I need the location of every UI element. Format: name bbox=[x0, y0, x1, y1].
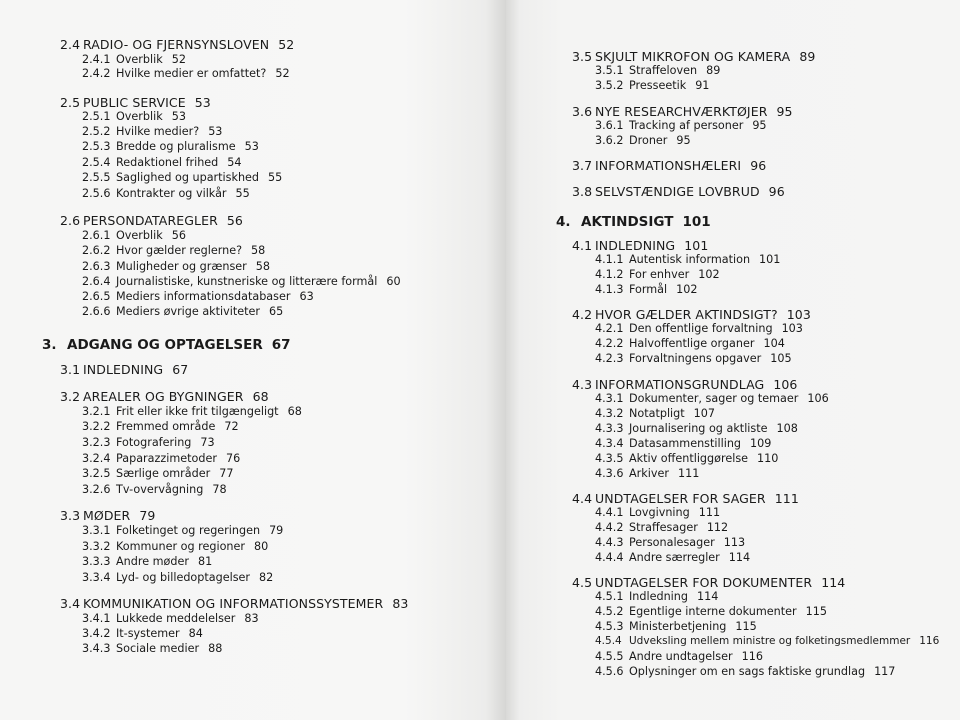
subsection-title: Den offentlige forvaltning bbox=[629, 322, 773, 335]
toc-subsection bbox=[82, 244, 265, 257]
page-number: 110 bbox=[757, 452, 779, 465]
toc-subsection bbox=[82, 53, 186, 66]
page-number: 77 bbox=[219, 467, 234, 480]
page-number: 63 bbox=[299, 290, 314, 303]
toc-section bbox=[572, 377, 798, 392]
page-number: 81 bbox=[197, 555, 213, 568]
subsection-title: Andre særregler bbox=[629, 551, 720, 564]
section-title: AREALER OG BYGNINGER bbox=[83, 389, 244, 404]
toc-subsection bbox=[82, 140, 259, 153]
page-number: 102 bbox=[676, 283, 698, 296]
subsection-number: 3.3.4 bbox=[82, 571, 111, 584]
page-number: 84 bbox=[188, 627, 203, 640]
subsection-title: Fotografering bbox=[116, 436, 192, 449]
page-number: 52 bbox=[278, 37, 295, 52]
subsection-title: Aktiv offentliggørelse bbox=[629, 452, 749, 465]
subsection-title: Mediers informationsdatabaser bbox=[116, 290, 291, 303]
toc-subsection bbox=[82, 483, 227, 496]
subsection-number: 4.5.6 bbox=[595, 665, 624, 678]
subsection-title: Kontrakter og vilkår bbox=[116, 187, 227, 200]
toc-subsection bbox=[82, 275, 401, 288]
subsection-number: 4.4.1 bbox=[595, 506, 624, 519]
subsection-number: 3.4.2 bbox=[82, 627, 111, 640]
toc-subsection bbox=[595, 352, 792, 365]
subsection-title: Paparazzimetoder bbox=[116, 452, 217, 465]
subsection-number: 3.3.3 bbox=[82, 555, 111, 568]
toc-subsection bbox=[595, 283, 698, 296]
subsection-number: 3.2.1 bbox=[82, 405, 111, 418]
subsection-title: Forvaltningens opgaver bbox=[629, 352, 762, 365]
subsection-number: 2.6.3 bbox=[82, 260, 111, 273]
subsection-title: Tracking af personer bbox=[629, 119, 744, 132]
subsection-number: 4.5.1 bbox=[595, 590, 624, 603]
toc-subsection bbox=[595, 551, 750, 564]
toc-subsection bbox=[82, 436, 215, 449]
page-number: 53 bbox=[244, 140, 259, 153]
toc-subsection bbox=[595, 506, 720, 519]
toc-subsection bbox=[595, 392, 829, 405]
toc-subsection bbox=[82, 420, 239, 433]
page-number: 76 bbox=[225, 452, 241, 465]
section-number: 3.4 bbox=[60, 596, 81, 611]
section-number: 4.3 bbox=[572, 377, 593, 392]
toc-subsection bbox=[595, 521, 728, 534]
toc-subsection bbox=[82, 305, 283, 318]
toc-subsection bbox=[595, 407, 715, 420]
section-title: PUBLIC SERVICE bbox=[83, 95, 186, 110]
subsection-title: Kommuner og regioner bbox=[116, 540, 246, 553]
page-number: 53 bbox=[194, 95, 211, 110]
subsection-number: 2.6.2 bbox=[82, 244, 111, 257]
toc-right bbox=[506, 0, 960, 720]
toc-chapter bbox=[556, 214, 711, 230]
page-number: 52 bbox=[275, 67, 290, 80]
page-number: 83 bbox=[392, 596, 409, 611]
toc-subsection bbox=[82, 187, 250, 200]
toc-section bbox=[60, 389, 269, 404]
subsection-number: 2.5.5 bbox=[82, 171, 111, 184]
page-number: 95 bbox=[752, 119, 767, 132]
section-title: HVOR GÆLDER AKTINDSIGT? bbox=[595, 307, 778, 322]
subsection-title: Hvor gælder reglerne? bbox=[116, 244, 243, 257]
toc-subsection bbox=[595, 119, 767, 132]
subsection-number: 4.2.3 bbox=[595, 352, 624, 365]
subsection-number: 3.2.3 bbox=[82, 436, 111, 449]
toc-subsection bbox=[82, 67, 290, 80]
toc-subsection bbox=[82, 524, 283, 537]
subsection-number: 3.2.5 bbox=[82, 467, 111, 480]
subsection-number: 4.5.4 bbox=[595, 635, 622, 647]
page-number: 58 bbox=[251, 244, 266, 257]
page-number: 103 bbox=[781, 322, 803, 335]
page-number: 53 bbox=[208, 125, 223, 138]
section-number: 4.1 bbox=[572, 238, 593, 253]
toc-subsection bbox=[595, 650, 763, 663]
subsection-title: Saglighed og upartiskhed bbox=[116, 171, 260, 184]
page-number: 79 bbox=[269, 524, 284, 537]
subsection-title: Lukkede meddelelser bbox=[116, 612, 236, 625]
page-number: 58 bbox=[255, 260, 271, 273]
chapter-number: 3. bbox=[42, 337, 57, 353]
page-number: 80 bbox=[254, 540, 269, 553]
toc-subsection bbox=[595, 134, 691, 147]
subsection-number: 2.5.1 bbox=[82, 110, 111, 123]
page-number: 95 bbox=[676, 134, 691, 147]
page-number: 55 bbox=[235, 187, 250, 200]
toc-subsection bbox=[595, 452, 778, 465]
subsection-title: Autentisk information bbox=[629, 253, 751, 266]
toc-section bbox=[60, 362, 188, 377]
page-number: 68 bbox=[287, 405, 302, 418]
subsection-title: Overblik bbox=[116, 110, 163, 123]
subsection-title: Indledning bbox=[629, 590, 688, 603]
section-title: KOMMUNIKATION OG INFORMATIONSSYSTEMER bbox=[83, 596, 384, 611]
subsection-number: 3.3.2 bbox=[82, 540, 111, 553]
subsection-number: 4.4.2 bbox=[595, 521, 624, 534]
subsection-title: Fremmed område bbox=[116, 420, 216, 433]
toc-subsection bbox=[595, 322, 803, 335]
toc-subsection bbox=[82, 290, 314, 303]
subsection-title: Formål bbox=[629, 283, 668, 296]
toc-subsection bbox=[595, 437, 771, 450]
page-number: 55 bbox=[268, 171, 283, 184]
toc-chapter bbox=[42, 337, 291, 353]
subsection-title: Udveksling mellem ministre og folketingsmedlemmer bbox=[629, 635, 911, 647]
section-title: INFORMATIONSGRUNDLAG bbox=[595, 377, 765, 392]
toc-subsection bbox=[595, 64, 720, 77]
subsection-title: Særlige områder bbox=[116, 467, 211, 480]
page-number: 53 bbox=[171, 110, 186, 123]
toc-subsection bbox=[595, 337, 785, 350]
subsection-number: 4.3.5 bbox=[595, 452, 624, 465]
subsection-title: Redaktionel frihed bbox=[116, 156, 219, 169]
subsection-number: 3.6.1 bbox=[595, 119, 624, 132]
toc-subsection bbox=[595, 536, 745, 549]
section-number: 3.1 bbox=[60, 362, 81, 377]
subsection-number: 3.4.1 bbox=[82, 612, 111, 625]
subsection-number: 3.5.1 bbox=[595, 64, 624, 77]
toc-section bbox=[60, 95, 211, 110]
toc-section bbox=[572, 491, 799, 506]
page-number: 96 bbox=[750, 158, 767, 173]
page-number: 117 bbox=[874, 665, 896, 678]
subsection-title: Journalisering og aktliste bbox=[629, 422, 768, 435]
toc-subsection bbox=[595, 422, 798, 435]
page-number: 113 bbox=[723, 536, 746, 549]
page-number: 114 bbox=[821, 575, 846, 590]
toc-subsection bbox=[82, 405, 302, 418]
section-number: 4.4 bbox=[572, 491, 593, 506]
subsection-title: Arkiver bbox=[629, 467, 669, 480]
subsection-title: Mediers øvrige aktiviteter bbox=[116, 305, 261, 318]
page-number: 105 bbox=[770, 352, 792, 365]
page-number: 68 bbox=[252, 389, 269, 404]
toc-subsection bbox=[82, 612, 259, 625]
toc-subsection bbox=[595, 467, 699, 480]
subsection-number: 4.1.3 bbox=[595, 283, 624, 296]
toc-section bbox=[60, 596, 408, 611]
subsection-title: Overblik bbox=[116, 53, 163, 66]
page-number: 114 bbox=[728, 551, 751, 564]
subsection-number: 4.1.1 bbox=[595, 253, 624, 266]
subsection-number: 4.3.4 bbox=[595, 437, 624, 450]
page-number: 54 bbox=[227, 156, 242, 169]
toc-subsection bbox=[595, 79, 709, 92]
subsection-number: 3.2.4 bbox=[82, 452, 111, 465]
toc-subsection bbox=[82, 627, 203, 640]
subsection-title: Tv-overvågning bbox=[116, 483, 204, 496]
subsection-title: Notatpligt bbox=[629, 407, 685, 420]
toc-subsection bbox=[82, 452, 240, 465]
toc-subsection bbox=[595, 590, 718, 603]
subsection-number: 3.2.6 bbox=[82, 483, 111, 496]
page-number: 89 bbox=[706, 64, 721, 77]
toc-section bbox=[572, 184, 785, 199]
subsection-title: Lovgivning bbox=[629, 506, 690, 519]
subsection-number: 4.4.3 bbox=[595, 536, 624, 549]
page-number: 65 bbox=[269, 305, 284, 318]
page-number: 96 bbox=[768, 184, 785, 199]
subsection-number: 2.4.1 bbox=[82, 53, 111, 66]
toc-section bbox=[60, 213, 243, 228]
subsection-title: Personalesager bbox=[629, 536, 715, 549]
page-number: 72 bbox=[224, 420, 239, 433]
section-number: 4.2 bbox=[572, 307, 593, 322]
toc-subsection bbox=[82, 171, 282, 184]
page-number: 82 bbox=[259, 571, 274, 584]
subsection-number: 4.3.2 bbox=[595, 407, 624, 420]
toc-subsection bbox=[82, 125, 222, 138]
subsection-number: 2.6.5 bbox=[82, 290, 111, 303]
subsection-number: 4.2.2 bbox=[595, 337, 624, 350]
toc-subsection bbox=[82, 642, 222, 655]
toc-section bbox=[572, 158, 766, 173]
subsection-number: 4.1.2 bbox=[595, 268, 624, 281]
chapter-title: AKTINDSIGT bbox=[581, 214, 674, 230]
subsection-title: Frit eller ikke frit tilgængeligt bbox=[116, 405, 279, 418]
toc-section bbox=[60, 37, 294, 52]
section-number: 2.5 bbox=[60, 95, 81, 110]
subsection-number: 4.5.5 bbox=[595, 650, 624, 663]
toc-subsection bbox=[82, 156, 242, 169]
section-title: INDLEDNING bbox=[595, 238, 676, 253]
page-number: 52 bbox=[171, 53, 186, 66]
page-number: 106 bbox=[807, 392, 829, 405]
subsection-title: Hvilke medier er omfattet? bbox=[116, 67, 267, 80]
page-number: 101 bbox=[684, 238, 709, 253]
subsection-title: Ministerbetjening bbox=[629, 620, 727, 633]
subsection-number: 2.6.6 bbox=[82, 305, 111, 318]
toc-section bbox=[572, 575, 845, 590]
chapter-title: ADGANG OG OPTAGELSER bbox=[67, 337, 263, 353]
toc-subsection bbox=[595, 665, 895, 678]
page-number: 88 bbox=[208, 642, 223, 655]
page-number: 116 bbox=[919, 635, 940, 647]
section-number: 3.3 bbox=[60, 508, 81, 523]
page-number: 101 bbox=[759, 253, 781, 266]
subsection-number: 4.5.3 bbox=[595, 620, 624, 633]
toc-section bbox=[572, 49, 815, 64]
subsection-title: Sociale medier bbox=[116, 642, 200, 655]
subsection-title: Straffesager bbox=[629, 521, 698, 534]
subsection-title: Muligheder og grænser bbox=[116, 260, 247, 273]
subsection-title: Droner bbox=[629, 134, 668, 147]
section-title: RADIO- OG FJERNSYNSLOVEN bbox=[83, 37, 270, 52]
section-number: 2.4 bbox=[60, 37, 81, 52]
toc-subsection bbox=[595, 605, 827, 618]
section-title: UNDTAGELSER FOR DOKUMENTER bbox=[595, 575, 813, 590]
subsection-title: Journalistiske, kunstneriske og litterære formål bbox=[116, 275, 378, 288]
page-number: 102 bbox=[698, 268, 720, 281]
page-number: 91 bbox=[695, 79, 710, 92]
page-number: 67 bbox=[172, 362, 189, 377]
subsection-title: Egentlige interne dokumenter bbox=[629, 605, 797, 618]
page-number: 107 bbox=[693, 407, 716, 420]
page-number: 112 bbox=[706, 521, 729, 534]
page-number: 109 bbox=[750, 437, 772, 450]
section-title: INDLEDNING bbox=[83, 362, 164, 377]
subsection-number: 3.5.2 bbox=[595, 79, 624, 92]
page-number: 111 bbox=[677, 467, 700, 480]
page-number: 101 bbox=[682, 214, 711, 230]
subsection-number: 4.2.1 bbox=[595, 322, 624, 335]
section-title: PERSONDATAREGLER bbox=[83, 213, 218, 228]
subsection-number: 2.6.1 bbox=[82, 229, 111, 242]
subsection-number: 4.3.6 bbox=[595, 467, 624, 480]
chapter-number: 4. bbox=[556, 214, 571, 230]
section-number: 3.5 bbox=[572, 49, 593, 64]
subsection-title: Presseetik bbox=[629, 79, 687, 92]
right-page bbox=[506, 0, 960, 720]
toc-subsection bbox=[595, 620, 757, 633]
page-number: 67 bbox=[271, 337, 291, 353]
subsection-title: Dokumenter, sager og temaer bbox=[629, 392, 799, 405]
section-title: SKJULT MIKROFON OG KAMERA bbox=[595, 49, 791, 64]
subsection-number: 3.4.3 bbox=[82, 642, 111, 655]
subsection-title: Straffeloven bbox=[629, 64, 698, 77]
page-number: 114 bbox=[696, 590, 719, 603]
subsection-number: 2.4.2 bbox=[82, 67, 111, 80]
toc-section bbox=[572, 307, 811, 322]
page-number: 111 bbox=[774, 491, 799, 506]
section-number: 3.7 bbox=[572, 158, 593, 173]
subsection-number: 4.3.3 bbox=[595, 422, 624, 435]
section-number: 4.5 bbox=[572, 575, 593, 590]
section-number: 3.6 bbox=[572, 104, 593, 119]
subsection-title: Andre undtagelser bbox=[629, 650, 733, 663]
section-title: MØDER bbox=[83, 508, 131, 523]
page-number: 111 bbox=[698, 506, 721, 519]
toc-subsection bbox=[82, 110, 186, 123]
toc-subsection bbox=[82, 260, 270, 273]
toc-subsection bbox=[595, 253, 780, 266]
page-number: 56 bbox=[226, 213, 243, 228]
section-number: 3.2 bbox=[60, 389, 81, 404]
subsection-number: 3.2.2 bbox=[82, 420, 111, 433]
page-number: 115 bbox=[805, 605, 827, 618]
toc-section bbox=[60, 508, 155, 523]
subsection-title: Andre møder bbox=[116, 555, 189, 568]
subsection-number: 2.5.3 bbox=[82, 140, 111, 153]
subsection-number: 3.6.2 bbox=[595, 134, 624, 147]
page-number: 106 bbox=[773, 377, 798, 392]
toc-subsection bbox=[82, 571, 273, 584]
section-number: 2.6 bbox=[60, 213, 81, 228]
subsection-number: 2.5.4 bbox=[82, 156, 111, 169]
subsection-title: For enhver bbox=[629, 268, 690, 281]
toc-subsection bbox=[82, 540, 268, 553]
toc-subsection bbox=[82, 229, 186, 242]
toc-section bbox=[572, 104, 793, 119]
toc-subsection bbox=[595, 635, 939, 647]
subsection-title: Oplysninger om en sags faktiske grundlag bbox=[629, 665, 866, 678]
subsection-number: 2.5.2 bbox=[82, 125, 111, 138]
page-number: 103 bbox=[786, 307, 811, 322]
toc-subsection bbox=[82, 555, 212, 568]
toc-subsection bbox=[82, 467, 233, 480]
section-title: INFORMATIONSHÆLERI bbox=[595, 158, 742, 173]
subsection-number: 4.5.2 bbox=[595, 605, 624, 618]
page-number: 104 bbox=[763, 337, 785, 350]
page-number: 108 bbox=[776, 422, 798, 435]
page-number: 56 bbox=[171, 229, 186, 242]
page-number: 115 bbox=[735, 620, 757, 633]
page-number: 83 bbox=[244, 612, 259, 625]
page-number: 79 bbox=[139, 508, 156, 523]
page-number: 116 bbox=[741, 650, 763, 663]
toc-subsection bbox=[595, 268, 720, 281]
page-number: 73 bbox=[200, 436, 215, 449]
subsection-number: 3.3.1 bbox=[82, 524, 111, 537]
subsection-title: Bredde og pluralisme bbox=[116, 140, 236, 153]
subsection-number: 2.5.6 bbox=[82, 187, 111, 200]
subsection-title: Datasammenstilling bbox=[629, 437, 742, 450]
page-number: 78 bbox=[212, 483, 227, 496]
section-title: SELVSTÆNDIGE LOVBRUD bbox=[595, 184, 760, 199]
subsection-title: It-systemer bbox=[116, 627, 180, 640]
section-title: NYE RESEARCHVÆRKTØJER bbox=[595, 104, 768, 119]
subsection-title: Halvoffentlige organer bbox=[629, 337, 755, 350]
page-number: 60 bbox=[386, 275, 401, 288]
subsection-number: 2.6.4 bbox=[82, 275, 111, 288]
subsection-title: Lyd- og billedoptagelser bbox=[116, 571, 251, 584]
section-number: 3.8 bbox=[572, 184, 593, 199]
page-number: 89 bbox=[799, 49, 816, 64]
section-title: UNDTAGELSER FOR SAGER bbox=[595, 491, 766, 506]
subsection-title: Overblik bbox=[116, 229, 163, 242]
subsection-number: 4.4.4 bbox=[595, 551, 624, 564]
subsection-number: 4.3.1 bbox=[595, 392, 624, 405]
subsection-title: Hvilke medier? bbox=[116, 125, 200, 138]
page-number: 95 bbox=[776, 104, 793, 119]
subsection-title: Folketinget og regeringen bbox=[116, 524, 261, 537]
toc-section bbox=[572, 238, 708, 253]
